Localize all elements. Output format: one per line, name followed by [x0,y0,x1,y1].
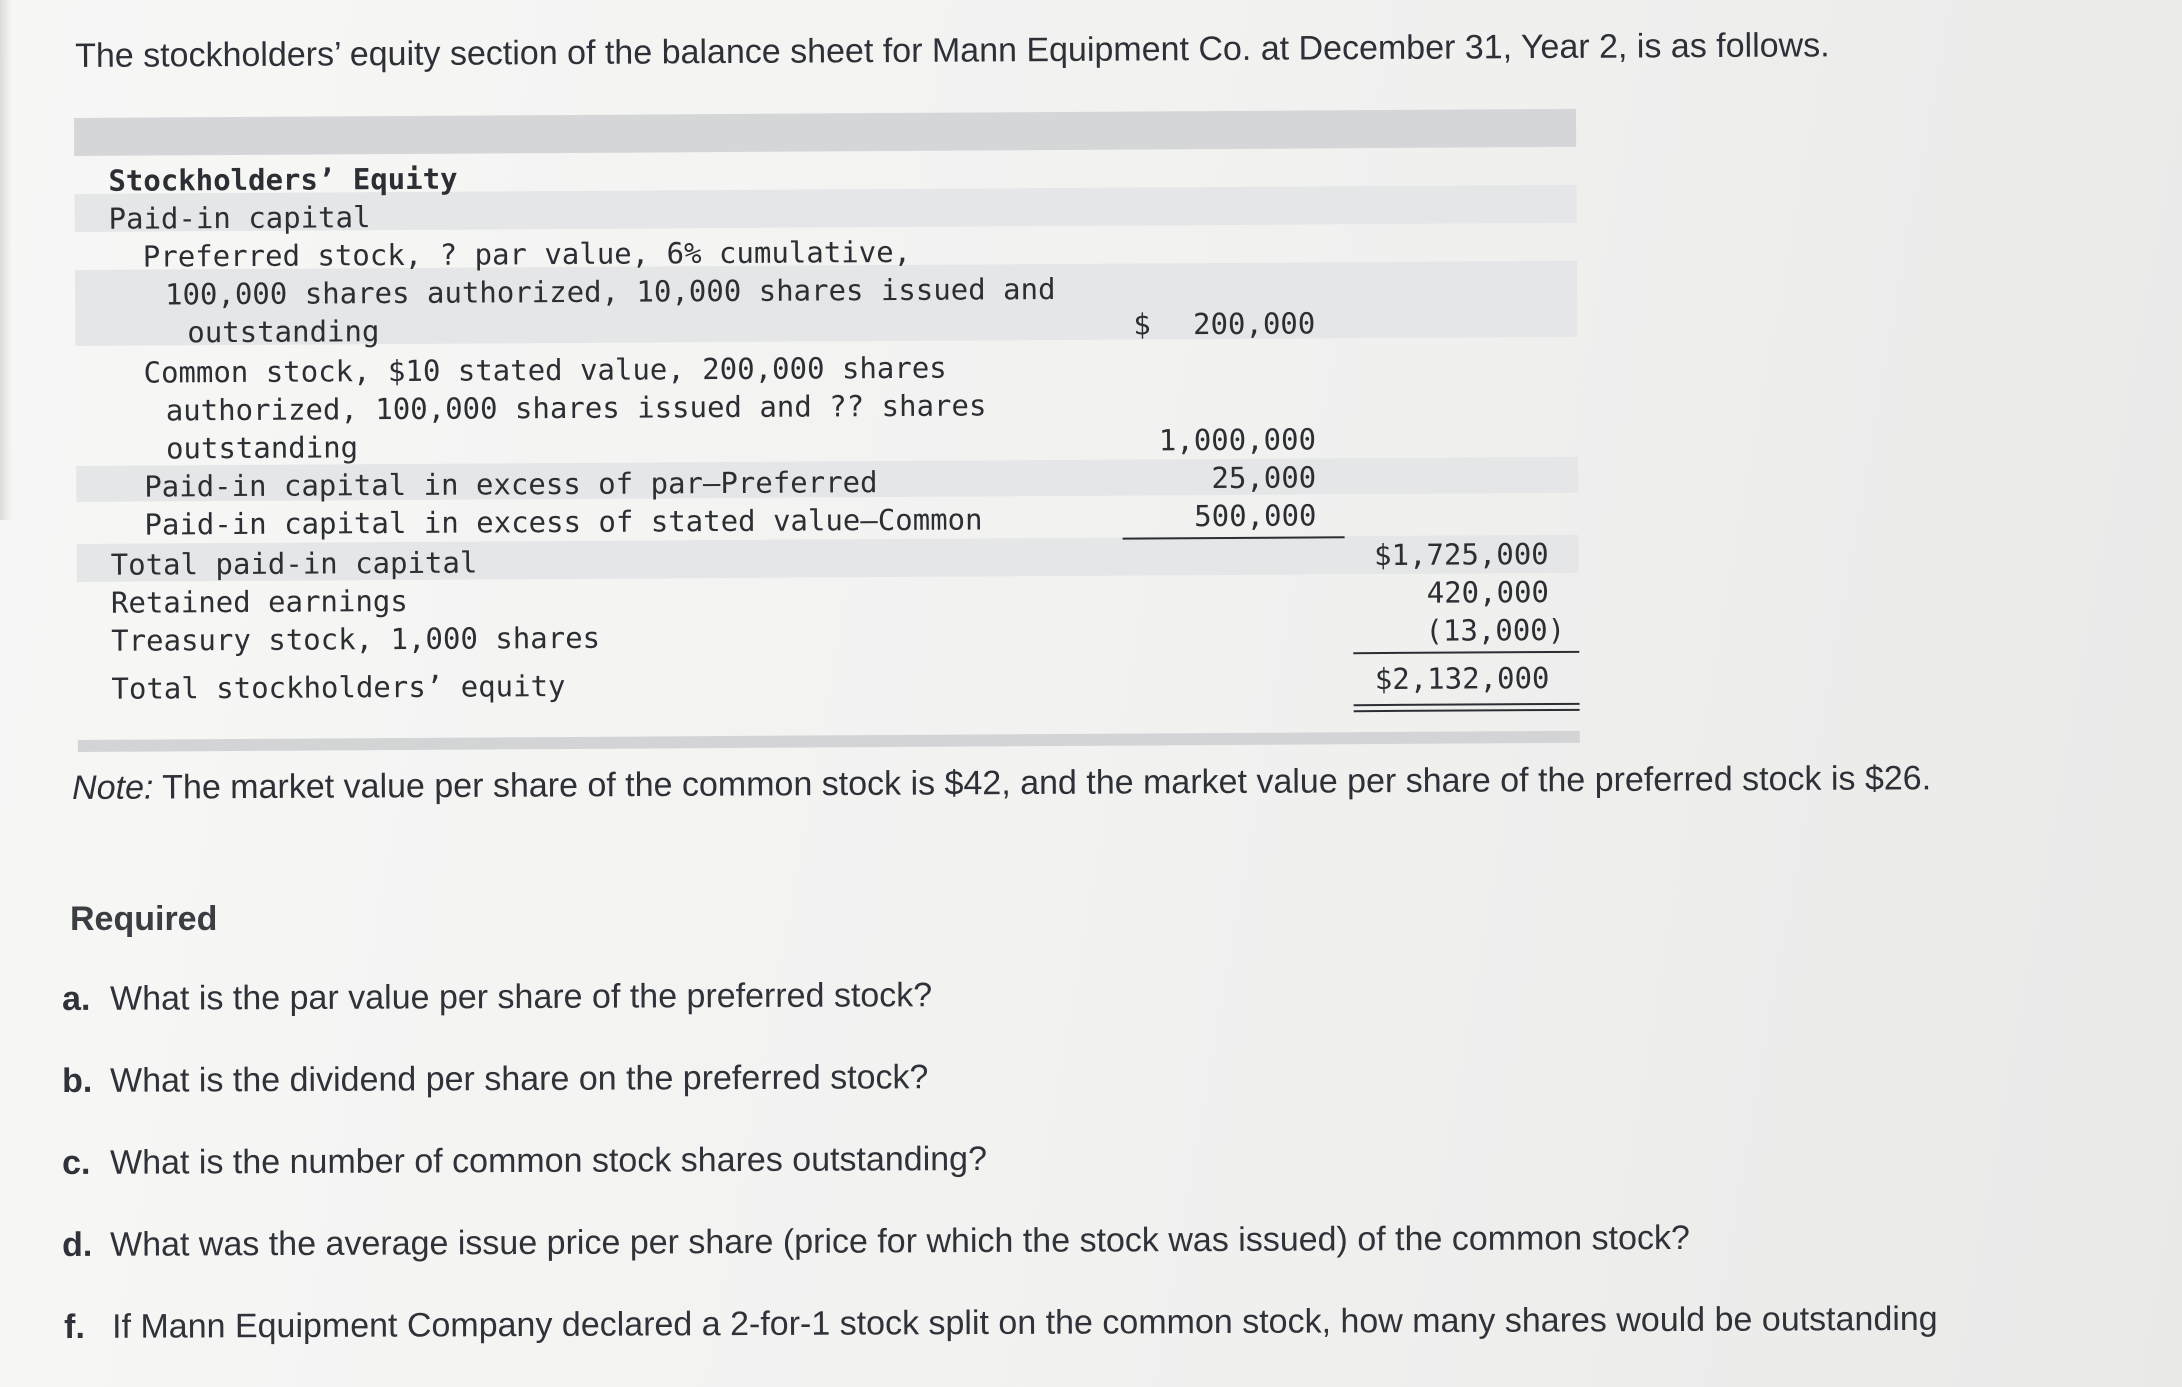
double-rule-top [1354,703,1580,706]
pic-preferred-label: Paid-in capital in excess of par—Preferred [144,465,878,504]
pic-common-amount: 500,000 [1194,498,1317,534]
retained-earnings-amount: 420,000 [1426,574,1550,610]
preferred-stock-amount: 200,000 [1192,306,1316,342]
total-se-label: Total stockholders’ equity [111,669,566,706]
note-paragraph [72,753,2112,812]
section-heading: Stockholders’ Equity [108,161,458,198]
question-a [62,976,932,1019]
question-d [62,1219,1690,1265]
retained-earnings-label: Retained earnings [110,583,408,620]
page-edge-shadow [0,0,12,520]
pic-common-label: Paid-in capital in excess of stated value—Common [144,502,983,542]
preferred-stock-line1: Preferred stock, ? par value, 6% cumulative, [142,234,912,274]
question-letter: d. [62,1225,93,1264]
paid-in-capital-label: Paid-in capital [108,200,371,236]
question-text: What is the number of common stock shares outstanding? [109,1139,988,1182]
total-rule [1353,651,1579,654]
question-f [64,1300,1938,1347]
question-text: What is the dividend per share on the preferred stock? [109,1058,929,1100]
common-stock-amount: 1,000,000 [1158,422,1317,458]
double-rule-bottom [1354,709,1580,712]
question-text: What was the average issue price per share (price for which the stock was issued) of the common stock? [109,1218,1690,1264]
total-pic-amount: $1,725,000 [1373,537,1549,573]
preferred-stock-line2: 100,000 shares authorized, 10,000 shares issued and [164,272,1056,312]
intro-text: The stockholders’ equity section of the balance sheet for Mann Equipment Co. at December 31, Year 2, is as follows. [75,26,1830,75]
treasury-stock-label: Treasury stock, 1,000 shares [111,620,601,658]
required-heading: Required [70,900,218,938]
pic-preferred-amount: 25,000 [1211,460,1317,496]
question-letter: f. [64,1307,85,1346]
table-footer-bar [78,731,1580,752]
question-text: If Mann Equipment Company declared a 2-for-1 stock split on the common stock, how many shares would be outstanding [111,1299,1938,1346]
common-stock-line1: Common stock, $10 stated value, 200,000 shares [143,350,947,390]
question-b [62,1058,929,1101]
preferred-dollar-sign: $ [1133,307,1151,342]
total-se-amount: $2,132,000 [1374,660,1550,697]
table-header-bar [74,109,1576,156]
common-stock-line3: outstanding [165,430,359,466]
total-pic-label: Total paid-in capital [110,545,478,582]
question-letter: a. [62,979,91,1018]
question-letter: c. [62,1143,91,1182]
note-lead: Note: [72,768,154,807]
question-text: What is the par value per share of the preferred stock? [109,976,933,1018]
question-letter: b. [62,1061,93,1100]
preferred-stock-line3: outstanding [187,314,380,350]
note-text: The market value per share of the common stock is $42, and the market value per share of the preferred stock is $26. [153,759,1932,807]
treasury-stock-amount: (13,000) [1425,612,1566,648]
common-stock-line2: authorized, 100,000 shares issued and ?? shares [165,388,987,428]
question-c [62,1140,987,1183]
balance-sheet-table [74,109,1580,754]
